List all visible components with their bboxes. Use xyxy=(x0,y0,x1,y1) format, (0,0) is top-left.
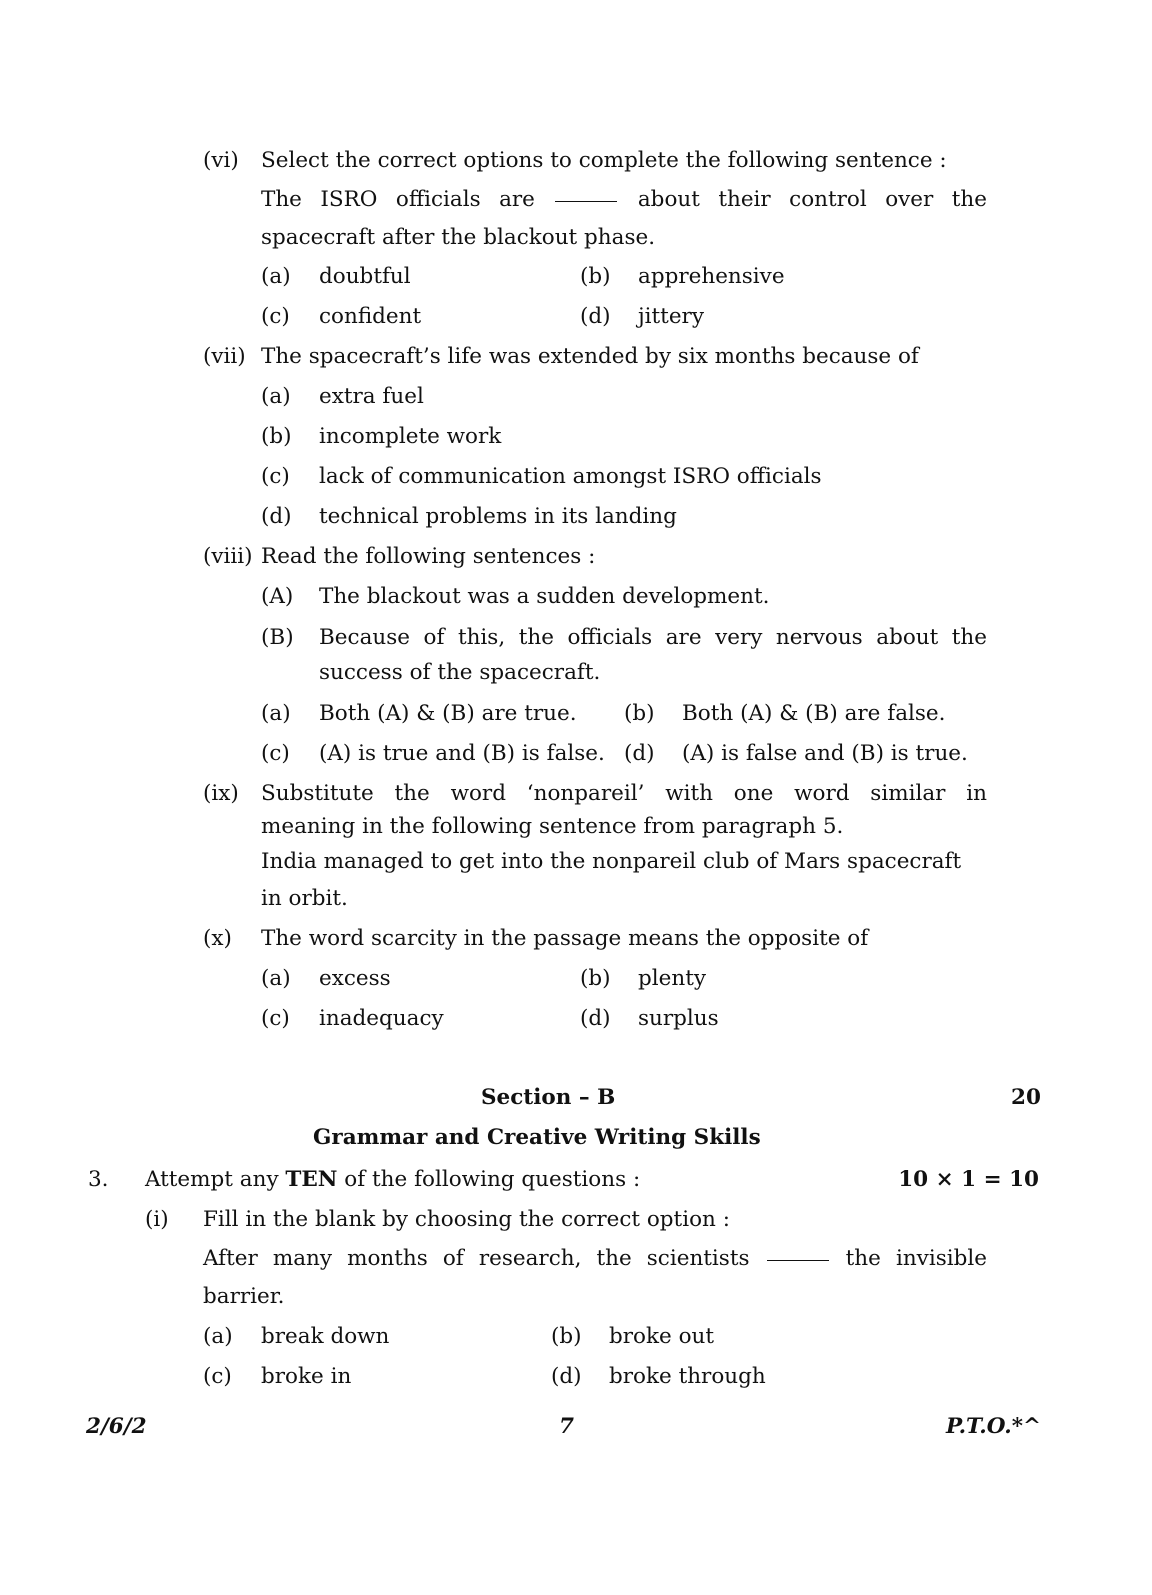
sub-question-sentence-cont: barrier. xyxy=(203,1284,285,1309)
option-label: (b) xyxy=(551,1324,582,1349)
statement-label: (A) xyxy=(261,584,294,609)
pto-marker: P.T.O.*^ xyxy=(945,1414,1041,1439)
question-sentence-cont: spacecraft after the blackout phase. xyxy=(261,225,656,250)
option-label: (c) xyxy=(261,1006,290,1031)
option-label: (b) xyxy=(580,264,611,289)
option-text: Both (A) & (B) are true. xyxy=(319,701,577,726)
option-label: (d) xyxy=(580,304,611,329)
question-number: (vii) xyxy=(203,344,246,369)
question-text-part: of the following questions : xyxy=(337,1167,641,1192)
question-sentence: India managed to get into the nonpareil club of Mars spacecraft xyxy=(261,849,962,874)
option-text: doubtful xyxy=(319,264,411,289)
question-text xyxy=(145,1169,640,1191)
option-text: broke out xyxy=(609,1324,715,1349)
option-label: (a) xyxy=(203,1324,233,1349)
question-number: (x) xyxy=(203,926,232,951)
option-text: Both (A) & (B) are false. xyxy=(682,701,946,726)
statement-text-cont: success of the spacecraft. xyxy=(319,660,601,685)
statement-label: (B) xyxy=(261,625,294,650)
question-number: (ix) xyxy=(203,781,239,806)
paper-code: 2/6/2 xyxy=(86,1414,147,1439)
question-text-part: Attempt any xyxy=(145,1167,286,1192)
option-text: excess xyxy=(319,966,391,991)
option-label: (d) xyxy=(261,504,292,529)
page-number: 7 xyxy=(559,1414,574,1439)
question-number: 3. xyxy=(88,1167,109,1192)
option-text: incomplete work xyxy=(319,424,502,449)
blank-line xyxy=(555,201,617,202)
blank-line xyxy=(767,1260,829,1261)
sub-question-text: Fill in the blank by choosing the correct option : xyxy=(203,1207,730,1232)
option-text: jittery xyxy=(638,304,704,329)
sentence-part: The ISRO officials are xyxy=(261,187,535,212)
option-label: (d) xyxy=(624,741,655,766)
option-label: (a) xyxy=(261,264,291,289)
option-label: (c) xyxy=(261,304,290,329)
option-text: break down xyxy=(261,1324,390,1349)
option-text: inadequacy xyxy=(319,1006,444,1031)
option-label: (c) xyxy=(261,464,290,489)
sub-question-number: (i) xyxy=(145,1207,169,1232)
option-text: plenty xyxy=(638,966,706,991)
statement-text: The blackout was a sudden development. xyxy=(319,584,770,609)
option-label: (b) xyxy=(261,424,292,449)
option-text: confident xyxy=(319,304,422,329)
option-text: apprehensive xyxy=(638,264,785,289)
option-text: (A) is false and (B) is true. xyxy=(682,741,968,766)
section-title: Section – B xyxy=(481,1085,616,1110)
option-label: (a) xyxy=(261,384,291,409)
sub-question-sentence xyxy=(203,1248,987,1270)
option-label: (d) xyxy=(551,1364,582,1389)
option-label: (c) xyxy=(203,1364,232,1389)
option-label: (c) xyxy=(261,741,290,766)
question-text-cont: meaning in the following sentence from paragraph 5. xyxy=(261,814,844,839)
option-text: extra fuel xyxy=(319,384,424,409)
section-marks: 20 xyxy=(1011,1085,1041,1110)
question-text: Read the following sentences : xyxy=(261,544,596,569)
option-text: broke through xyxy=(609,1364,766,1389)
option-text: (A) is true and (B) is false. xyxy=(319,741,605,766)
option-text: technical problems in its landing xyxy=(319,504,677,529)
question-text: Substitute the word ‘nonpareil’ with one word similar in xyxy=(261,781,987,806)
question-number: (vi) xyxy=(203,148,239,173)
option-label: (a) xyxy=(261,966,291,991)
option-label: (b) xyxy=(624,701,655,726)
question-text-emphasis: TEN xyxy=(285,1167,338,1192)
option-text: surplus xyxy=(638,1006,719,1031)
option-label: (a) xyxy=(261,701,291,726)
question-sentence xyxy=(261,189,987,211)
statement-text: Because of this, the officials are very nervous about the xyxy=(319,625,987,650)
option-text: broke in xyxy=(261,1364,352,1389)
question-text: The spacecraft’s life was extended by six months because of xyxy=(261,344,919,369)
question-text: Select the correct options to complete the following sentence : xyxy=(261,148,947,173)
sentence-part: the invisible xyxy=(845,1246,987,1271)
option-label: (d) xyxy=(580,1006,611,1031)
question-marks: 10 × 1 = 10 xyxy=(898,1167,1039,1192)
option-label: (b) xyxy=(580,966,611,991)
section-subtitle: Grammar and Creative Writing Skills xyxy=(313,1125,761,1150)
option-text: lack of communication amongst ISRO officials xyxy=(319,464,822,489)
question-number: (viii) xyxy=(203,544,253,569)
question-text: The word scarcity in the passage means the opposite of xyxy=(261,926,869,951)
question-sentence-cont: in orbit. xyxy=(261,886,348,911)
sentence-part: about their control over the xyxy=(637,187,987,212)
sentence-part: After many months of research, the scientists xyxy=(203,1246,750,1271)
